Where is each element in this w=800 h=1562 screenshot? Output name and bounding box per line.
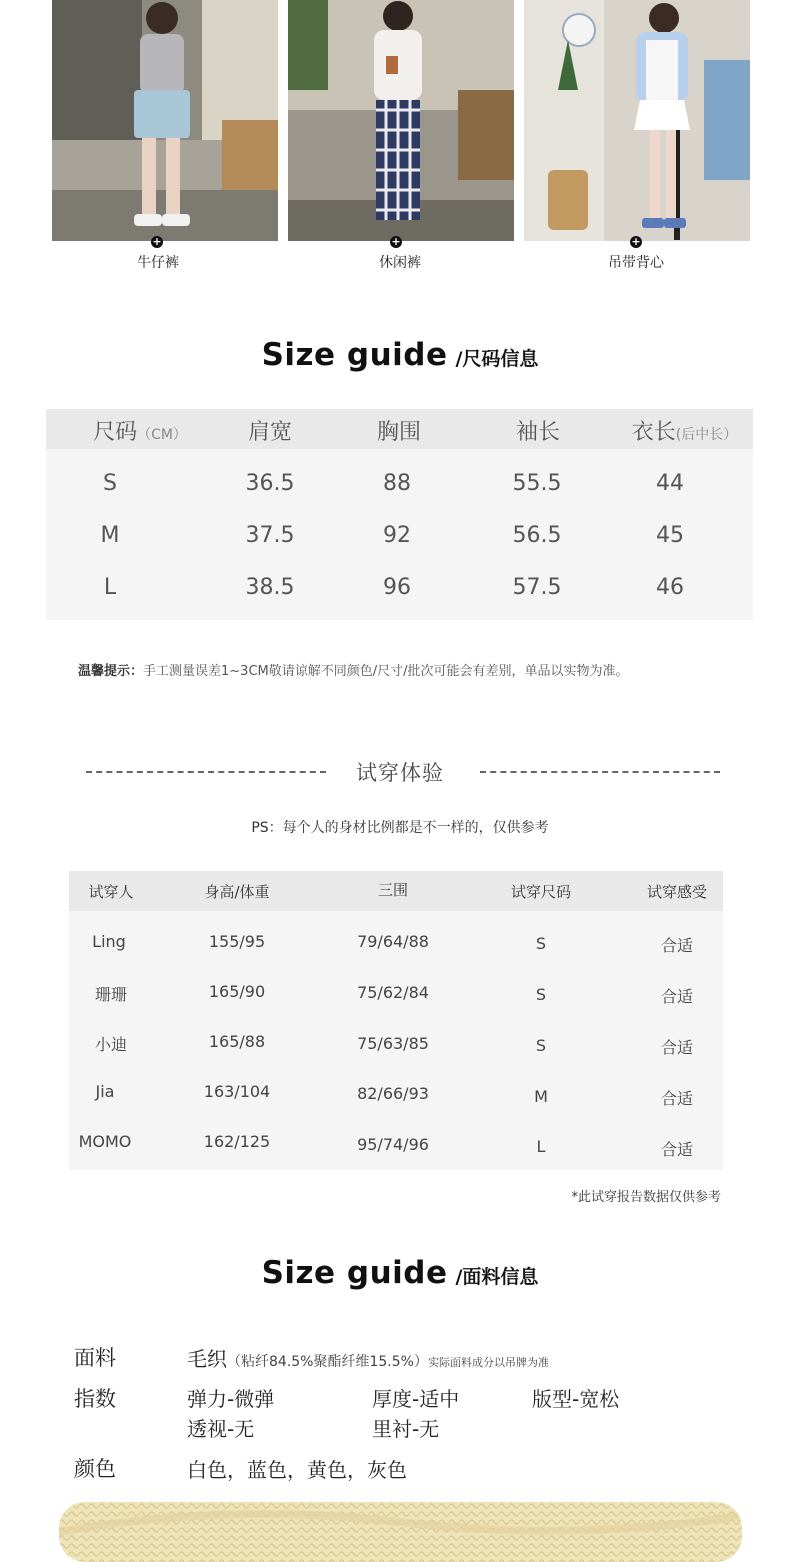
try-cell: S xyxy=(535,1036,547,1055)
color-label: 颜色 xyxy=(74,1457,116,1481)
add-icon[interactable]: + xyxy=(391,235,401,248)
size-cell: 56.5 xyxy=(512,523,562,548)
try-cell: 合适 xyxy=(660,987,693,1006)
tip-label: 温馨提示： xyxy=(78,664,144,679)
try-cell: Ling xyxy=(92,932,126,951)
header-length-label: 衣长 xyxy=(631,420,676,445)
size-cell: S xyxy=(103,471,117,496)
try-cell: 合适 xyxy=(660,1089,693,1108)
header-size xyxy=(70,415,210,446)
add-icon[interactable]: + xyxy=(152,235,162,248)
fabric-texture-photo xyxy=(59,1502,742,1562)
header-measurements: 三围 xyxy=(377,881,408,899)
material-value xyxy=(187,1343,549,1372)
size-cell: 36.5 xyxy=(245,471,295,496)
try-cell: 珊珊 xyxy=(94,985,127,1004)
size-cell: 38.5 xyxy=(245,575,295,600)
product-photo-casual-pants[interactable] xyxy=(288,0,514,241)
size-cell: 88 xyxy=(383,471,411,496)
tip-text: 手工测量误差1~3CM敬请谅解不同颜色/尺寸/批次可能会有差别，单品以实物为准。 xyxy=(143,664,629,679)
size-cell: 37.5 xyxy=(245,523,295,548)
product-photo-jeans[interactable] xyxy=(52,0,278,241)
size-cell: M xyxy=(100,523,120,548)
try-cell: 162/125 xyxy=(203,1132,271,1151)
header-size-label: 尺码 xyxy=(93,420,138,445)
product-caption: 吊带背心 xyxy=(608,255,664,271)
product-caption: 牛仔裤 xyxy=(137,255,179,271)
header-tester: 试穿人 xyxy=(88,883,134,901)
try-cell: S xyxy=(535,985,547,1004)
header-shoulder: 肩宽 xyxy=(247,420,292,445)
fabric-subtitle: /面料信息 xyxy=(455,1266,539,1288)
try-on-table xyxy=(69,871,723,1170)
size-guide-title xyxy=(0,337,800,373)
size-guide-heading: Size guide xyxy=(261,337,448,373)
product-photo-camisole[interactable] xyxy=(524,0,750,241)
header-size-unit: （CM） xyxy=(137,427,187,443)
try-cell: 75/63/85 xyxy=(357,1034,429,1053)
add-icon[interactable]: + xyxy=(631,235,641,248)
try-cell: MOMO xyxy=(78,1132,132,1151)
try-cell: Jia xyxy=(95,1082,115,1101)
try-cell: L xyxy=(536,1137,546,1156)
try-cell: 合适 xyxy=(660,936,693,955)
product-caption: 休闲裤 xyxy=(379,255,421,271)
header-length xyxy=(616,415,753,446)
size-cell: 92 xyxy=(383,523,411,548)
material-note: 实际面料成分以吊牌为准 xyxy=(427,1356,549,1369)
size-table-header xyxy=(46,409,753,449)
material-main: 毛织 xyxy=(187,1347,227,1371)
try-cell: 163/104 xyxy=(203,1082,271,1101)
size-cell: 57.5 xyxy=(512,575,562,600)
size-cell: 44 xyxy=(656,471,684,496)
try-on-note: PS：每个人的身材比例都是不一样的，仅供参考 xyxy=(251,820,549,836)
size-cell: 45 xyxy=(656,523,684,548)
try-cell: 165/90 xyxy=(208,982,266,1001)
try-on-header xyxy=(69,871,723,911)
header-try-size: 试穿尺码 xyxy=(510,883,571,901)
try-on-footnote: *此试穿报告数据仅供参考 xyxy=(571,1190,721,1205)
try-on-title: 试穿体验 xyxy=(356,761,444,785)
header-sleeve: 袖长 xyxy=(515,420,560,445)
size-cell: L xyxy=(103,575,117,600)
try-cell: 75/62/84 xyxy=(357,983,429,1002)
material-detail: （粘纤84.5%聚酯纤维15.5%） xyxy=(227,1354,428,1370)
thickness-value: 厚度-适中 xyxy=(372,1387,460,1411)
try-cell: 82/66/93 xyxy=(357,1084,429,1103)
size-cell: 96 xyxy=(383,575,411,600)
try-cell: 合适 xyxy=(660,1140,693,1159)
header-height-weight: 身高/体重 xyxy=(204,883,270,901)
size-guide-subtitle: /尺码信息 xyxy=(455,348,539,370)
header-length-unit: (后中长） xyxy=(675,427,738,443)
try-cell: S xyxy=(535,934,547,953)
fabric-heading: Size guide xyxy=(261,1255,448,1291)
transparency-value: 透视-无 xyxy=(187,1417,255,1441)
try-cell: M xyxy=(534,1087,548,1106)
measurement-tip xyxy=(78,660,629,679)
size-cell: 46 xyxy=(656,575,684,600)
elasticity-value: 弹力-微弹 xyxy=(187,1387,275,1411)
try-cell: 小迪 xyxy=(94,1035,127,1054)
size-cell: 55.5 xyxy=(512,471,562,496)
lining-value: 里衬-无 xyxy=(372,1417,440,1441)
try-cell: 165/88 xyxy=(208,1032,266,1051)
color-values: 白色，蓝色，黄色，灰色 xyxy=(187,1458,407,1482)
header-feeling: 试穿感受 xyxy=(646,883,707,901)
header-chest: 胸围 xyxy=(376,420,421,445)
try-cell: 155/95 xyxy=(208,932,266,951)
index-label: 指数 xyxy=(74,1387,116,1411)
try-cell: 95/74/96 xyxy=(357,1135,429,1154)
try-cell: 79/64/88 xyxy=(357,932,429,951)
size-table xyxy=(46,409,753,620)
try-cell: 合适 xyxy=(660,1038,693,1057)
fit-value: 版型-宽松 xyxy=(532,1387,620,1411)
fabric-title xyxy=(0,1255,800,1291)
material-label: 面料 xyxy=(74,1346,116,1370)
